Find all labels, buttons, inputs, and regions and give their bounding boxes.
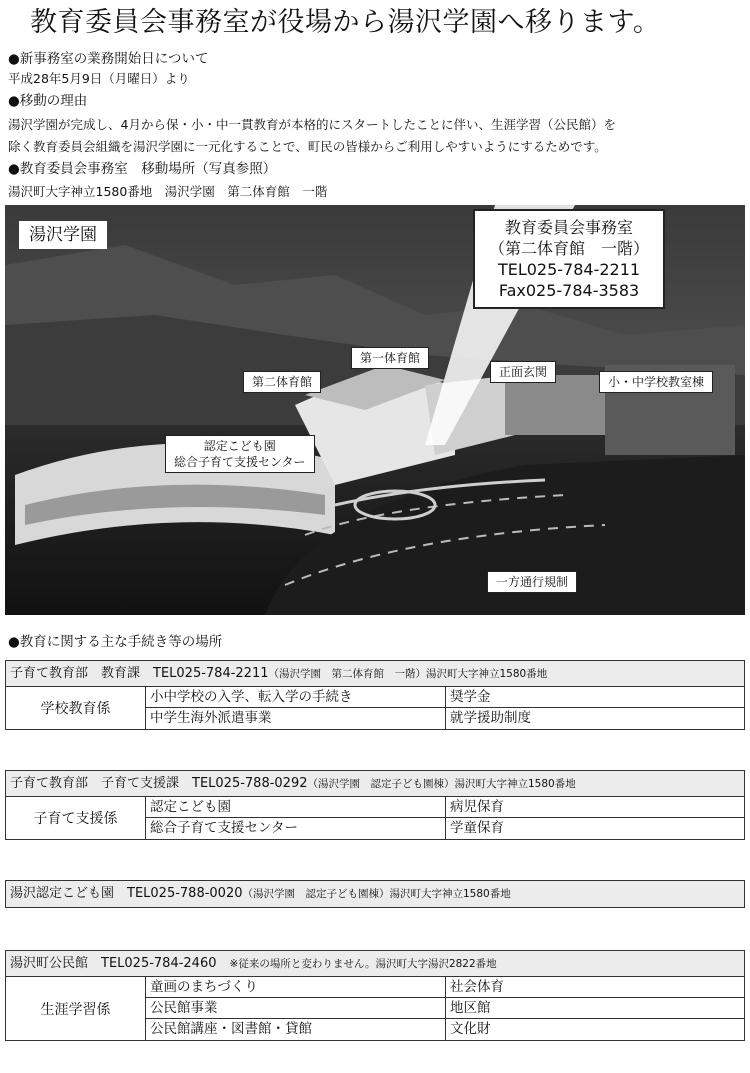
kominkan-section-title: 湯沢町公民館 TEL025-784-2460 bbox=[10, 956, 217, 971]
procedures-heading: ●教育に関する主な手続き等の場所 bbox=[8, 634, 223, 650]
childcare-section-note: （湯沢学園 認定子ども園棟）湯沢町大字神立1580番地 bbox=[307, 778, 576, 790]
education-section-title: 子育て教育部 教育課 TEL025-784-2211 bbox=[10, 666, 269, 681]
reason-heading: ●移動の理由 bbox=[8, 93, 88, 109]
kominkan-section-header bbox=[6, 951, 744, 977]
list-item: 学童保育 bbox=[450, 820, 504, 836]
list-item: 童画のまちづくり bbox=[146, 977, 445, 998]
label-kodomoen-line1: 認定こども園 bbox=[203, 439, 276, 453]
location-heading: ●教育委員会事務室 移動場所（写真参照） bbox=[8, 161, 277, 177]
label-kodomoen bbox=[165, 435, 315, 473]
office-callout-line2: （第二体育館 一階） bbox=[489, 239, 650, 258]
kominkan-section-note: ※従来の場所と変わりません。湯沢町大字湯沢2822番地 bbox=[229, 958, 497, 970]
list-item: 総合子育て支援センター bbox=[150, 820, 298, 836]
childcare-section-header bbox=[6, 771, 744, 797]
label-gym1: 第一体育館 bbox=[351, 347, 429, 369]
list-item: 公民館事業 bbox=[146, 998, 445, 1019]
page-title: 教育委員会事務室が役場から湯沢学園へ移ります。 bbox=[30, 7, 661, 38]
campus-photo bbox=[5, 205, 745, 615]
list-item: 奨学金 bbox=[446, 687, 744, 708]
list-item: 小中学校の入学、転入学の手続き bbox=[146, 687, 445, 708]
list-item: 就学援助制度 bbox=[450, 710, 531, 726]
childcare-section-title: 子育て教育部 子育て支援課 TEL025-788-0292 bbox=[10, 776, 308, 791]
kodomoen-section-header bbox=[6, 881, 744, 907]
childcare-dept: 子育て支援係 bbox=[6, 797, 146, 839]
education-section bbox=[5, 660, 745, 730]
list-item: 文化財 bbox=[450, 1021, 491, 1037]
list-item: 公民館講座・図書館・貸館 bbox=[150, 1021, 312, 1037]
list-item: 病児保育 bbox=[446, 797, 744, 818]
reason-line-2: 除く教育委員会組織を湯沢学園に一元化することで、町民の皆様からご利用しやすいようにするためです。 bbox=[8, 139, 607, 154]
education-section-grid bbox=[6, 687, 744, 729]
kodomoen-section-note: （湯沢学園 認定子ども園棟）湯沢町大字神立1580番地 bbox=[242, 888, 511, 900]
list-item: 中学生海外派遣事業 bbox=[150, 710, 272, 726]
kominkan-dept: 生涯学習係 bbox=[6, 977, 146, 1040]
education-section-header bbox=[6, 661, 744, 687]
opening-heading: ●新事務室の業務開始日について bbox=[8, 51, 209, 67]
label-school: 小・中学校教室棟 bbox=[599, 371, 713, 393]
label-gym2: 第二体育館 bbox=[243, 371, 321, 393]
kominkan-section bbox=[5, 950, 745, 1041]
kominkan-section-grid bbox=[6, 977, 744, 1040]
childcare-section bbox=[5, 770, 745, 840]
location-address: 湯沢町大字神立1580番地 湯沢学園 第二体育館 一階 bbox=[8, 184, 328, 199]
label-kodomoen-line2: 総合子育て支援センター bbox=[174, 455, 306, 469]
education-section-note: （湯沢学園 第二体育館 一階）湯沢町大字神立1580番地 bbox=[268, 668, 548, 680]
office-callout-line1: 教育委員会事務室 bbox=[505, 218, 634, 237]
photo-tag: 湯沢学園 bbox=[19, 221, 107, 249]
childcare-section-grid bbox=[6, 797, 744, 839]
list-item: 地区館 bbox=[446, 998, 744, 1019]
education-dept: 学校教育係 bbox=[6, 687, 146, 729]
kodomoen-section bbox=[5, 880, 745, 908]
office-callout bbox=[473, 209, 665, 309]
office-callout-tel: TEL025-784-2211 bbox=[497, 260, 641, 279]
office-callout-fax: Fax025-784-3583 bbox=[498, 281, 640, 300]
list-item: 社会体育 bbox=[446, 977, 744, 998]
label-entrance: 正面玄関 bbox=[490, 361, 556, 383]
label-oneway: 一方通行規制 bbox=[487, 571, 577, 593]
opening-date: 平成28年5月9日（月曜日）より bbox=[8, 71, 190, 86]
list-item: 認定こども園 bbox=[146, 797, 445, 818]
kodomoen-section-title: 湯沢認定こども園 TEL025-788-0020 bbox=[10, 886, 243, 901]
reason-line-1: 湯沢学園が完成し、4月から保・小・中一貫教育が本格的にスタートしたことに伴い、生涯学習（公民館）を bbox=[8, 117, 616, 132]
